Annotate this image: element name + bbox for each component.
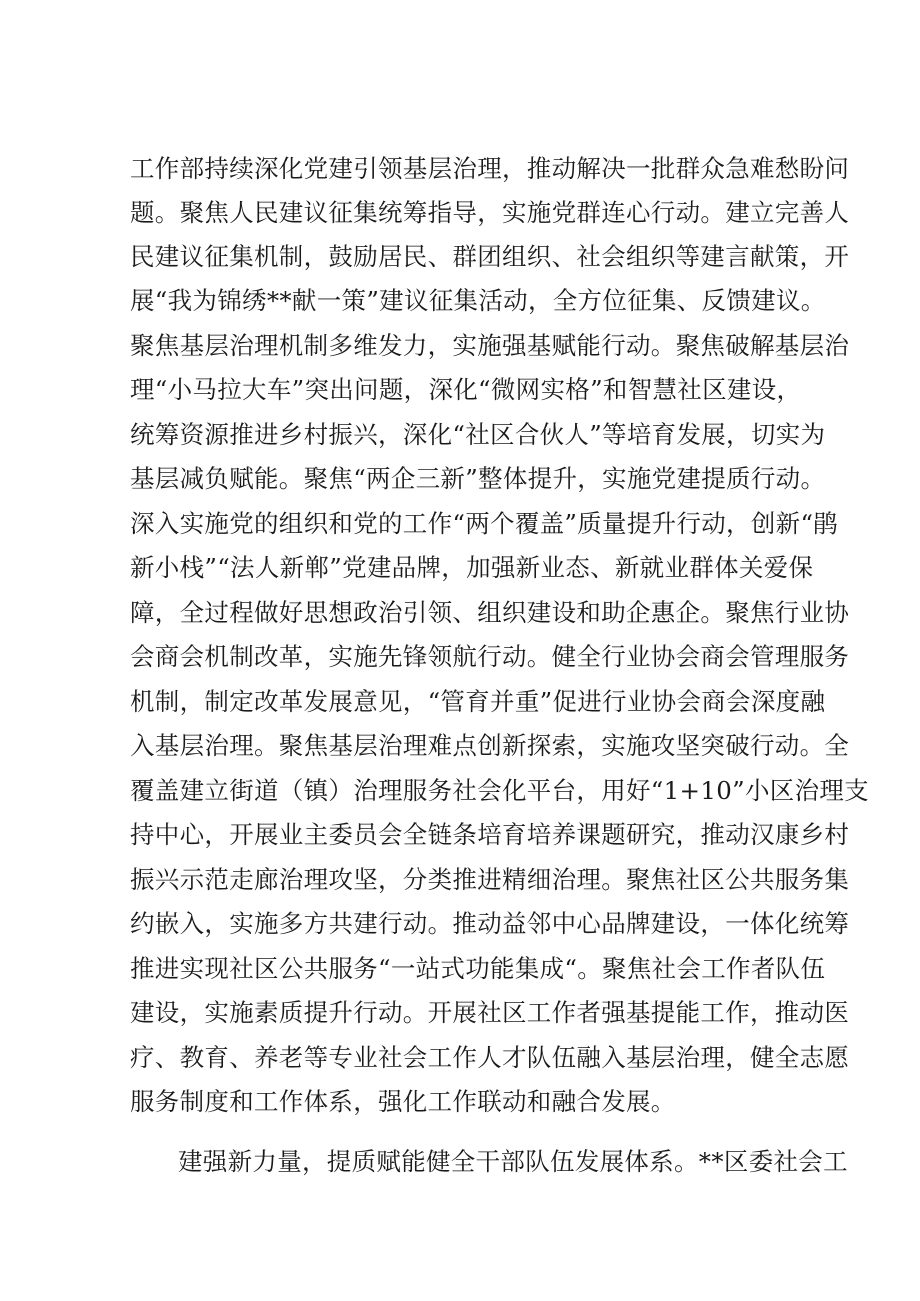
text-line: 统筹资源推进乡村振兴，深化“社区合伙人”等培育发展，切实为 (130, 420, 826, 449)
text-line: 持中心，开展业主委员会全链条培育培养课题研究，推动汉康乡村 (130, 820, 850, 849)
text-line: 基层减负赋能。聚焦“两企三新”整体提升，实施党建提质行动。 (130, 464, 826, 493)
text-line: 新小栈”“法人新郸”党建品牌，加强新业态、新就业群体关爱保 (130, 553, 814, 582)
text-line: 推进实现社区公共服务“一站式功能集成“。聚焦社会工作者队伍 (130, 954, 826, 983)
text-line: 障，全过程做好思想政治引领、组织建设和助企惠企。聚焦行业协 (130, 598, 850, 627)
text-line: 建设，实施素质提升行动。开展社区工作者强基提能工作，推动医 (130, 998, 850, 1027)
text-line: 振兴示范走廊治理攻坚，分类推进精细治理。聚焦社区公共服务集 (130, 865, 850, 894)
text-line: 深入实施党的组织和党的工作“两个覆盖”质量提升行动，创新“鹃 (130, 509, 839, 538)
text-line: 服务制度和工作体系，强化工作联动和融合发展。 (130, 1087, 676, 1116)
text-line: 建强新力量，提质赋能健全干部队伍发展体系。**区委社会工 (178, 1147, 848, 1176)
text-line: 机制，制定改革发展意见，“管育并重”促进行业协会商会深度融 (130, 687, 826, 716)
text-line: 题。聚焦人民建议征集统筹指导，实施党群连心行动。建立完善人 (130, 198, 850, 227)
text-line: 民建议征集机制，鼓励居民、群团组织、社会组织等建言献策，开 (130, 242, 850, 271)
text-line: 会商会机制改革，实施先锋领航行动。健全行业协会商会管理服务 (130, 642, 850, 671)
text-line: 入基层治理。聚焦基层治理难点创新探索，实施攻坚突破行动。全 (130, 731, 850, 760)
text-line: 理“小马拉大车”突出问题，深化“微网实格”和智慧社区建设， (130, 375, 802, 404)
text-line: 展“我为锦绣**献一策”建议征集活动，全方位征集、反馈建议。 (130, 286, 826, 315)
text-line: 聚焦基层治理机制多维发力，实施强基赋能行动。聚焦破解基层治 (130, 331, 850, 360)
text-line: 工作部持续深化党建引领基层治理，推动解决一批群众急难愁盼问 (130, 154, 850, 183)
text-line: 疗、教育、养老等专业社会工作人才队伍融入基层治理，健全志愿 (130, 1043, 850, 1072)
text-line: 覆盖建立街道（镇）治理服务社会化平台，用好“1+10”小区治理支 (130, 776, 869, 805)
text-line: 约嵌入，实施多方共建行动。推动益邻中心品牌建设，一体化统筹 (130, 909, 850, 938)
